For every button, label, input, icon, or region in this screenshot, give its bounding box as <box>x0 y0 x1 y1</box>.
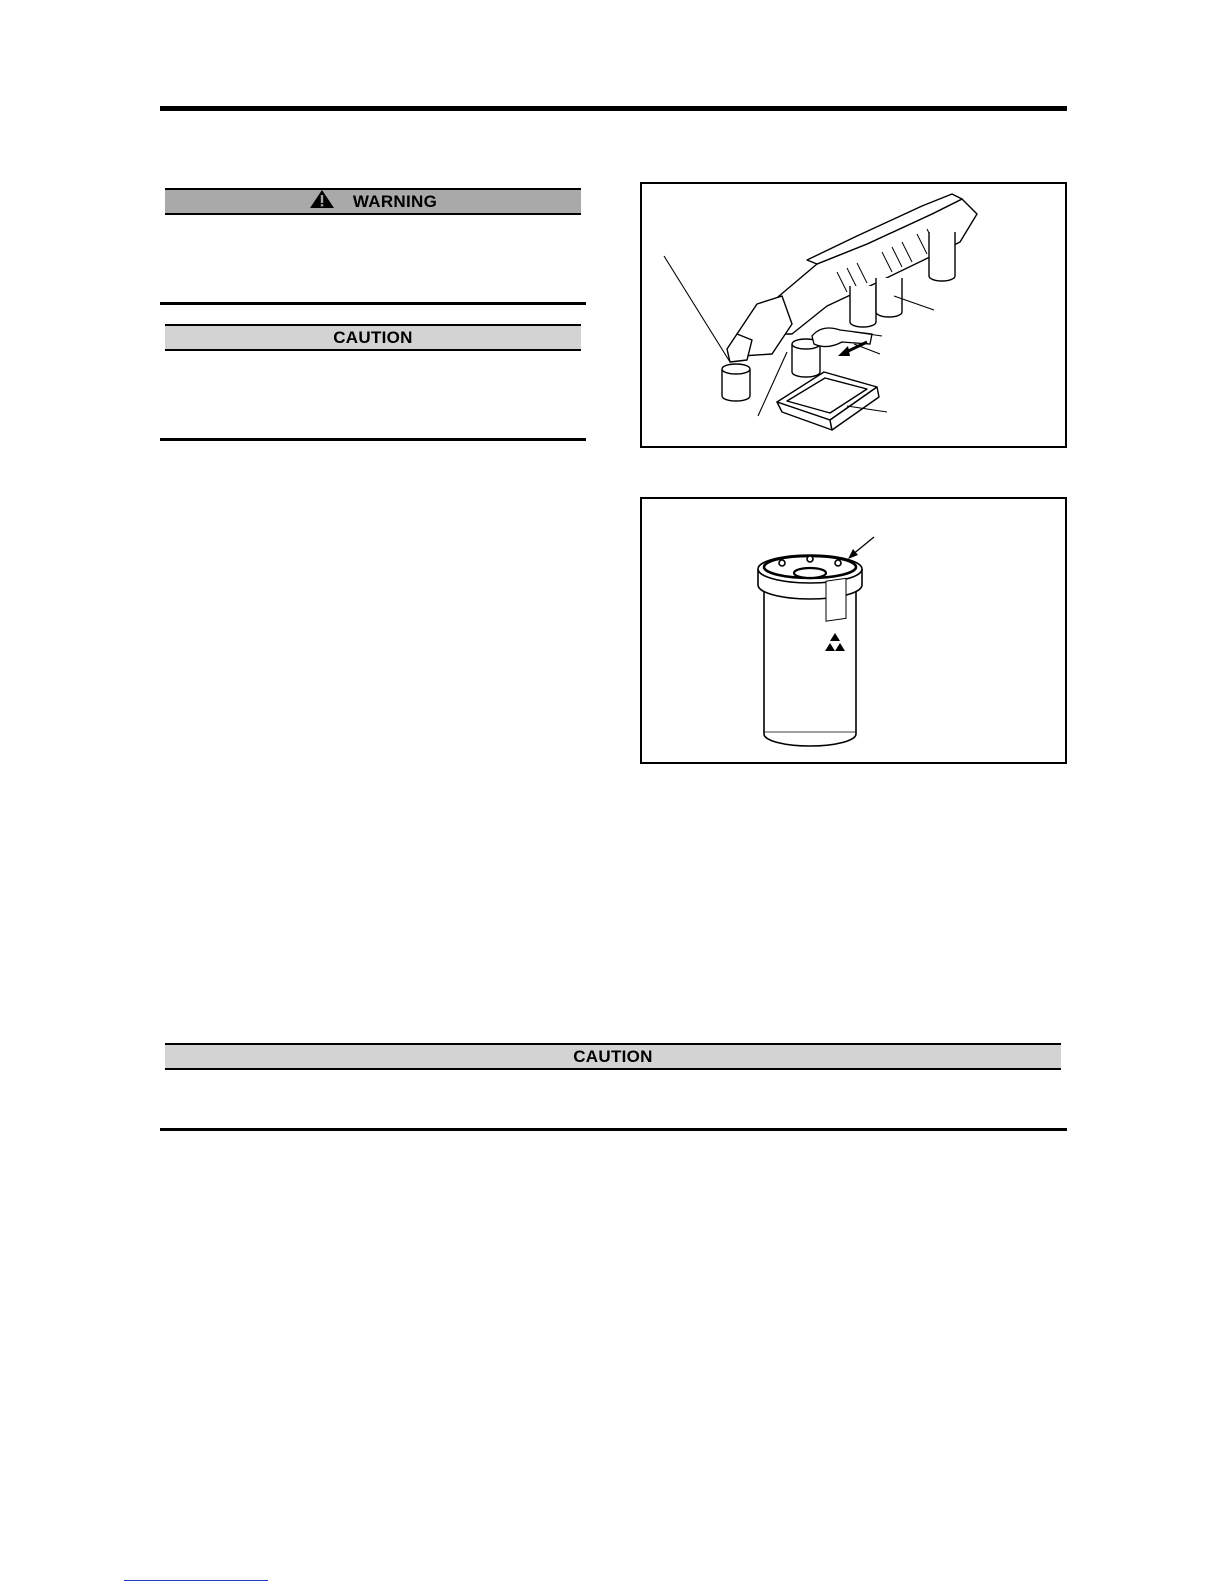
caution-label-2: CAUTION <box>573 1046 653 1066</box>
fuel-filter-cartridge-illustration <box>642 499 1069 766</box>
warning-end-rule <box>160 302 586 305</box>
fuel-filter-cartridge-figure <box>640 497 1067 764</box>
warning-triangle-icon <box>309 189 335 214</box>
footer-link-underline[interactable] <box>124 1580 268 1581</box>
fuel-filter-assembly-figure <box>640 182 1067 448</box>
fuel-filter-assembly-illustration <box>642 184 1069 450</box>
top-rule <box>160 106 1067 111</box>
caution-end-rule <box>160 438 586 441</box>
caution-label-1: CAUTION <box>333 327 413 347</box>
bottom-rule <box>160 1128 1067 1131</box>
caution-banner-2 <box>165 1043 1061 1070</box>
warning-label: WARNING <box>352 191 438 211</box>
caution-banner-1 <box>165 324 581 351</box>
warning-banner <box>165 188 581 215</box>
